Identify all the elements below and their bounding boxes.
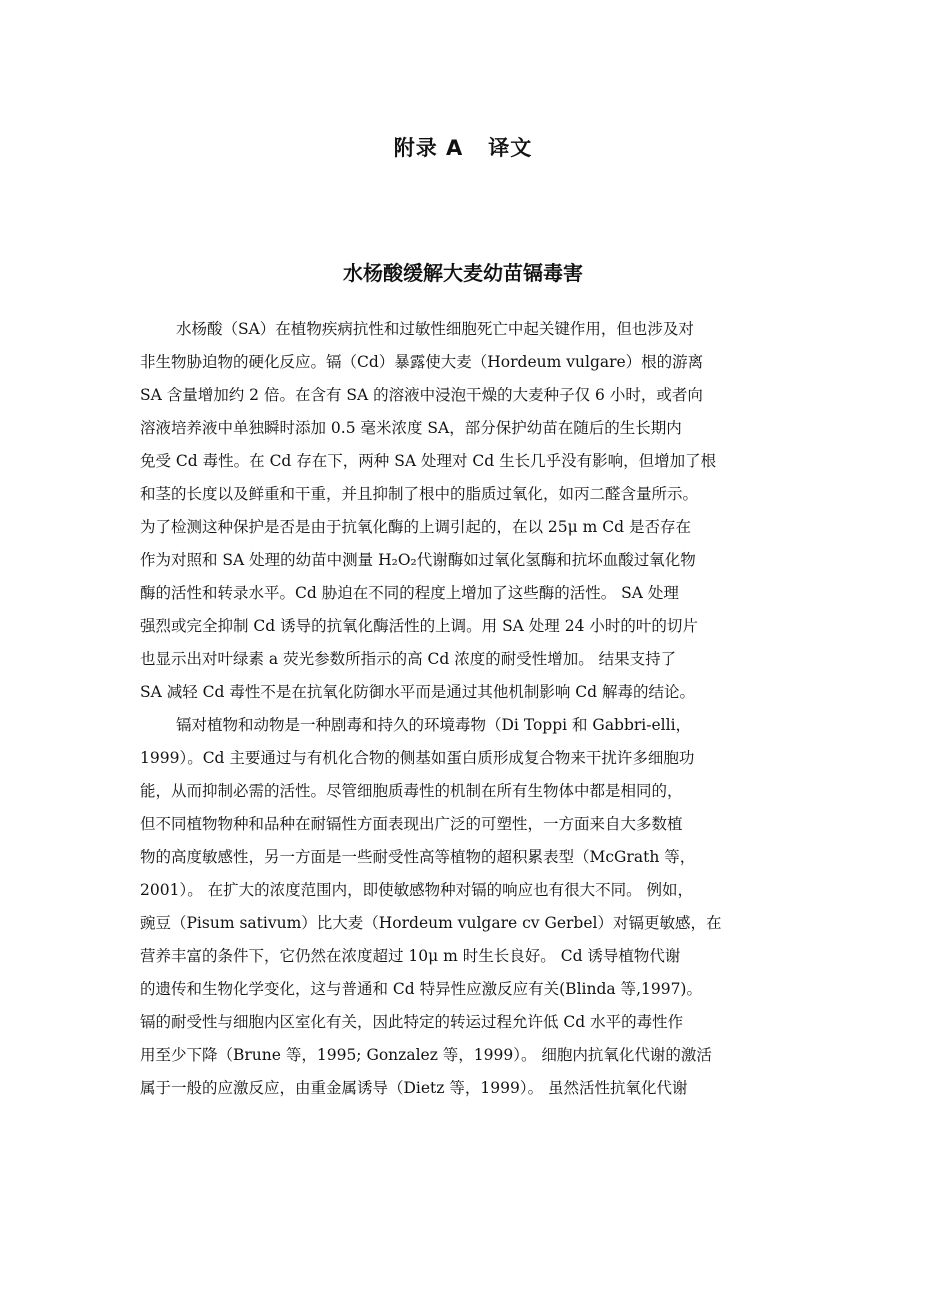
text-line: 溶液培养液中单独瞬时添加 0.5 毫米浓度 SA，部分保护幼苗在随后的生长期内 [140,419,682,437]
text-line: 免受 Cd 毒性。在 Cd 存在下，两种 SA 处理对 Cd 生长几乎没有影响，但增加了根 [140,452,717,470]
text-line: 属于一般的应激反应，由重金属诱导（Dietz 等，1999）。 虽然活性抗氧化代谢 [140,1079,688,1097]
text-line: 的遗传和生物化学变化，这与普通和 Cd 特异性应激反应有关(Blinda 等,1997)。 [140,980,702,998]
text-line: 强烈或完全抑制 Cd 诱导的抗氧化酶活性的上调。用 SA 处理 24 小时的叶的切片 [140,617,698,635]
text-line: 水杨酸（SA）在植物疾病抗性和过敏性细胞死亡中起关键作用，但也涉及对 [176,320,694,338]
paper-title: 水杨酸缓解大麦幼苗镉毒害 [343,261,583,285]
text-line: 也显示出对叶绿素 a 荧光参数所指示的高 Cd 浓度的耐受性增加。 结果支持了 [140,650,677,668]
text-line: 和茎的长度以及鲜重和干重，并且抑制了根中的脂质过氧化，如丙二醛含量所示。 [140,485,699,503]
text-line: 能，从而抑制必需的活性。尽管细胞质毒性的机制在所有生物体中都是相同的， [140,782,683,800]
text-line: 2001）。 在扩大的浓度范围内，即使敏感物种对镉的响应也有很大不同。 例如， [140,881,694,899]
text-line: 镉对植物和动物是一种剧毒和持久的环境毒物（Di Toppi 和 Gabbri-elli， [176,716,692,734]
text-line: 酶的活性和转录水平。Cd 胁迫在不同的程度上增加了这些酶的活性。 SA 处理 [140,584,679,602]
text-line: 镉的耐受性与细胞内区室化有关，因此特定的转运过程允许低 Cd 水平的毒性作 [140,1013,684,1031]
text-line: 1999）。Cd 主要通过与有机化合物的侧基如蛋白质形成复合物来干扰许多细胞功 [140,749,695,767]
body-text [140,313,790,1105]
text-line: 为了检测这种保护是否是由于抗氧化酶的上调引起的，在以 25μ m Cd 是否存在 [140,518,691,536]
paragraph-abstract [140,313,790,709]
text-line: 营养丰富的条件下，它仍然在浓度超过 10μ m 时生长良好。 Cd 诱导植物代谢 [140,947,681,965]
text-line: 豌豆（Pisum sativum）比大麦（Hordeum vulgare cv Gerbel）对镉更敏感，在 [140,914,722,932]
text-line: 物的高度敏感性，另一方面是一些耐受性高等植物的超积累表型（McGrath 等， [140,848,696,866]
text-line: SA 含量增加约 2 倍。在含有 SA 的溶液中浸泡干燥的大麦种子仅 6 小时，或者向 [140,386,703,404]
text-line: SA 减轻 Cd 毒性不是在抗氧化防御水平而是通过其他机制影响 Cd 解毒的结论。 [140,683,696,701]
text-line: 作为对照和 SA 处理的幼苗中测量 H₂O₂代谢酶如过氧化氢酶和抗坏血酸过氧化物 [140,551,696,569]
text-line: 但不同植物物种和品种在耐镉性方面表现出广泛的可塑性，一方面来自大多数植 [140,815,683,833]
text-line: 用至少下降（Brune 等，1995; Gonzalez 等，1999）。 细胞内抗氧化代谢的激活 [140,1046,712,1064]
paragraph-introduction [140,709,790,1105]
appendix-title: 附录 A 译文 [393,136,533,160]
text-line: 非生物胁迫物的硬化反应。镉（Cd）暴露使大麦（Hordeum vulgare）根的游离 [140,353,704,371]
